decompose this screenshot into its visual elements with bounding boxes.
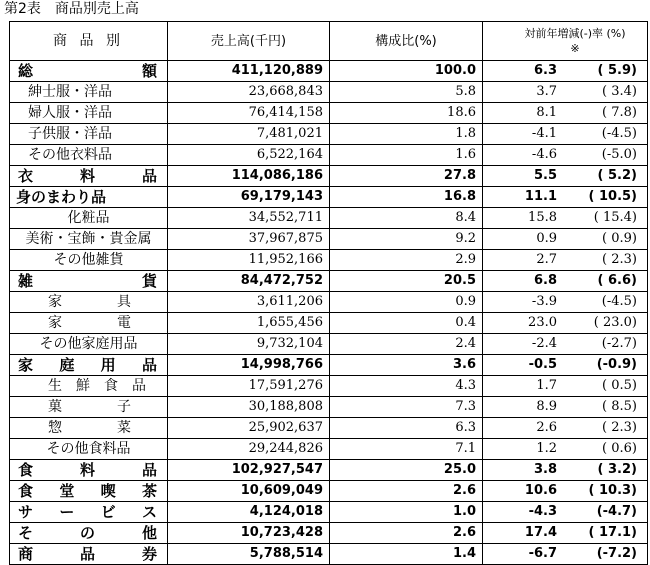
table-row xyxy=(10,418,648,439)
row-yoy-value: -6.7 xyxy=(528,546,557,561)
row-yoy xyxy=(483,376,648,397)
row-category: 婦人服・洋品 xyxy=(10,103,168,124)
row-category: 家 具 xyxy=(10,292,168,313)
row-yoy xyxy=(483,544,648,565)
row-yoy-value: 6.8 xyxy=(533,273,557,288)
row-share: 7.3 xyxy=(330,397,483,418)
table-row xyxy=(10,82,648,103)
row-yoy xyxy=(483,61,648,82)
header-share: 構成比(%) xyxy=(330,22,483,61)
row-yoy-value: 6.3 xyxy=(533,63,557,78)
row-yoy-previous: (-4.5) xyxy=(601,294,637,309)
row-share: 20.5 xyxy=(330,271,483,292)
row-category: 食 料 品 xyxy=(10,460,168,481)
row-share: 5.8 xyxy=(330,82,483,103)
row-share: 1.6 xyxy=(330,145,483,166)
row-sales: 14,998,766 xyxy=(168,355,330,376)
table-row xyxy=(10,250,648,271)
row-category: 菓 子 xyxy=(10,397,168,418)
row-yoy xyxy=(483,292,648,313)
row-share: 1.0 xyxy=(330,502,483,523)
row-yoy xyxy=(483,313,648,334)
row-yoy-value: 15.8 xyxy=(528,210,557,225)
table-row xyxy=(10,460,648,481)
row-yoy xyxy=(483,250,648,271)
table-row xyxy=(10,355,648,376)
row-share: 18.6 xyxy=(330,103,483,124)
table-row xyxy=(10,376,648,397)
row-category: 生 鮮 食 品 xyxy=(10,376,168,397)
row-share: 16.8 xyxy=(330,187,483,208)
row-yoy-value: 0.9 xyxy=(536,231,557,246)
row-yoy-value: -3.9 xyxy=(531,294,557,309)
table-row xyxy=(10,145,648,166)
row-share: 8.4 xyxy=(330,208,483,229)
header-yoy-label: 対前年増減(-)率 (%) xyxy=(524,27,626,40)
row-share: 2.6 xyxy=(330,481,483,502)
row-yoy-previous: (-4.5) xyxy=(601,126,637,141)
table-row xyxy=(10,292,648,313)
row-yoy-previous: (-0.9) xyxy=(596,357,637,372)
row-sales: 5,788,514 xyxy=(168,544,330,565)
row-category: 身のまわり品 xyxy=(10,187,168,208)
row-sales: 11,952,166 xyxy=(168,250,330,271)
row-category: その他雑貨 xyxy=(10,250,168,271)
row-share: 25.0 xyxy=(330,460,483,481)
row-yoy xyxy=(483,502,648,523)
sales-by-product-table xyxy=(9,21,648,565)
row-category: 家 電 xyxy=(10,313,168,334)
row-yoy-previous: ( 10.5) xyxy=(588,189,637,204)
row-category: 惣 菜 xyxy=(10,418,168,439)
row-share: 27.8 xyxy=(330,166,483,187)
table-caption: 第2表 商品別売上高 xyxy=(4,1,139,17)
row-sales: 69,179,143 xyxy=(168,187,330,208)
row-share: 4.3 xyxy=(330,376,483,397)
row-category: その他食料品 xyxy=(10,439,168,460)
row-share: 0.9 xyxy=(330,292,483,313)
row-yoy-value: 8.9 xyxy=(536,399,557,414)
row-category: その他衣料品 xyxy=(10,145,168,166)
row-sales: 17,591,276 xyxy=(168,376,330,397)
row-yoy-value: 1.2 xyxy=(536,441,557,456)
table-row xyxy=(10,103,648,124)
row-sales: 76,414,158 xyxy=(168,103,330,124)
row-yoy-previous: ( 0.9) xyxy=(602,231,637,246)
table-row xyxy=(10,523,648,544)
row-category: その他家庭用品 xyxy=(10,334,168,355)
row-category: 子供服・洋品 xyxy=(10,124,168,145)
row-yoy-previous: ( 17.1) xyxy=(588,525,637,540)
table-row xyxy=(10,208,648,229)
row-yoy-previous: ( 3.2) xyxy=(597,462,637,477)
row-yoy xyxy=(483,460,648,481)
row-yoy xyxy=(483,187,648,208)
row-yoy xyxy=(483,355,648,376)
row-yoy-previous: ( 5.9) xyxy=(597,63,637,78)
row-yoy-value: 17.4 xyxy=(524,525,557,540)
row-yoy-previous: (-2.7) xyxy=(601,336,637,351)
row-yoy-value: 5.5 xyxy=(533,168,557,183)
row-yoy-previous: ( 2.3) xyxy=(602,252,637,267)
table-body xyxy=(10,61,648,565)
row-yoy xyxy=(483,103,648,124)
row-yoy-value: -0.5 xyxy=(528,357,557,372)
row-yoy xyxy=(483,439,648,460)
row-yoy-value: -4.6 xyxy=(531,147,557,162)
row-yoy-value: 23.0 xyxy=(528,315,557,330)
table-row xyxy=(10,124,648,145)
row-yoy xyxy=(483,271,648,292)
row-category: 家 庭 用 品 xyxy=(10,355,168,376)
row-yoy-previous: ( 5.2) xyxy=(597,168,637,183)
row-yoy-value: 3.7 xyxy=(536,84,557,99)
row-yoy-previous: ( 0.6) xyxy=(602,441,637,456)
row-sales: 102,927,547 xyxy=(168,460,330,481)
header-yoy-note: ※ xyxy=(570,42,580,55)
row-share: 100.0 xyxy=(330,61,483,82)
row-yoy xyxy=(483,208,648,229)
row-category: 商 品 券 xyxy=(10,544,168,565)
row-yoy-previous: ( 8.5) xyxy=(602,399,637,414)
row-yoy-value: -4.3 xyxy=(528,504,557,519)
row-yoy-previous: (-4.7) xyxy=(596,504,637,519)
row-yoy xyxy=(483,124,648,145)
header-sales: 売上高(千円) xyxy=(168,22,330,61)
row-yoy xyxy=(483,145,648,166)
row-sales: 4,124,018 xyxy=(168,502,330,523)
table-row xyxy=(10,166,648,187)
row-category: そ の 他 xyxy=(10,523,168,544)
row-category: 食 堂 喫 茶 xyxy=(10,481,168,502)
row-yoy-value: 3.8 xyxy=(533,462,557,477)
row-sales: 114,086,186 xyxy=(168,166,330,187)
row-sales: 37,967,875 xyxy=(168,229,330,250)
row-yoy-previous: ( 2.3) xyxy=(602,420,637,435)
row-sales: 30,188,808 xyxy=(168,397,330,418)
row-category: サ ー ビ ス xyxy=(10,502,168,523)
row-share: 3.6 xyxy=(330,355,483,376)
row-sales: 9,732,104 xyxy=(168,334,330,355)
row-sales: 10,723,428 xyxy=(168,523,330,544)
row-category: 雑 貨 xyxy=(10,271,168,292)
row-yoy-value: 2.7 xyxy=(536,252,557,267)
row-yoy-value: 8.1 xyxy=(536,105,557,120)
header-category: 商 品 別 xyxy=(10,22,168,61)
row-yoy-previous: ( 23.0) xyxy=(593,315,637,330)
row-sales: 23,668,843 xyxy=(168,82,330,103)
row-share: 1.4 xyxy=(330,544,483,565)
row-sales: 25,902,637 xyxy=(168,418,330,439)
table-row xyxy=(10,439,648,460)
table-row xyxy=(10,313,648,334)
row-yoy-previous: (-5.0) xyxy=(601,147,637,162)
row-share: 7.1 xyxy=(330,439,483,460)
row-yoy xyxy=(483,523,648,544)
row-sales: 1,655,456 xyxy=(168,313,330,334)
row-category: 化粧品 xyxy=(10,208,168,229)
row-yoy-previous: ( 6.6) xyxy=(597,273,637,288)
row-yoy xyxy=(483,166,648,187)
row-sales: 3,611,206 xyxy=(168,292,330,313)
table-header xyxy=(10,22,648,61)
table-row xyxy=(10,502,648,523)
table-row xyxy=(10,61,648,82)
row-share: 9.2 xyxy=(330,229,483,250)
table-row xyxy=(10,187,648,208)
row-sales: 7,481,021 xyxy=(168,124,330,145)
table-row xyxy=(10,334,648,355)
row-yoy-previous: ( 7.8) xyxy=(602,105,637,120)
row-sales: 29,244,826 xyxy=(168,439,330,460)
row-yoy-previous: ( 15.4) xyxy=(593,210,637,225)
row-yoy-previous: ( 10.3) xyxy=(588,483,637,498)
row-sales: 6,522,164 xyxy=(168,145,330,166)
row-category: 美術・宝飾・貴金属 xyxy=(10,229,168,250)
row-sales: 34,552,711 xyxy=(168,208,330,229)
row-yoy xyxy=(483,481,648,502)
table-row xyxy=(10,544,648,565)
row-share: 6.3 xyxy=(330,418,483,439)
table-row xyxy=(10,481,648,502)
row-sales: 10,609,049 xyxy=(168,481,330,502)
row-category: 衣 料 品 xyxy=(10,166,168,187)
row-yoy-value: -4.1 xyxy=(531,126,557,141)
row-yoy-value: -2.4 xyxy=(531,336,557,351)
row-yoy xyxy=(483,82,648,103)
row-yoy-previous: ( 3.4) xyxy=(602,84,637,99)
table-row xyxy=(10,397,648,418)
row-yoy xyxy=(483,397,648,418)
row-share: 2.9 xyxy=(330,250,483,271)
row-yoy-value: 10.6 xyxy=(524,483,557,498)
row-share: 2.4 xyxy=(330,334,483,355)
row-yoy xyxy=(483,418,648,439)
row-yoy-value: 11.1 xyxy=(524,189,557,204)
row-yoy xyxy=(483,229,648,250)
row-yoy xyxy=(483,334,648,355)
row-yoy-value: 1.7 xyxy=(536,378,557,393)
table-row xyxy=(10,229,648,250)
row-sales: 411,120,889 xyxy=(168,61,330,82)
row-yoy-previous: ( 0.5) xyxy=(602,378,637,393)
row-share: 1.8 xyxy=(330,124,483,145)
row-yoy-value: 2.6 xyxy=(536,420,557,435)
header-yoy xyxy=(483,22,648,61)
row-yoy-previous: (-7.2) xyxy=(596,546,637,561)
row-category: 総 額 xyxy=(10,61,168,82)
row-share: 2.6 xyxy=(330,523,483,544)
table-row xyxy=(10,271,648,292)
row-sales: 84,472,752 xyxy=(168,271,330,292)
row-share: 0.4 xyxy=(330,313,483,334)
row-category: 紳士服・洋品 xyxy=(10,82,168,103)
